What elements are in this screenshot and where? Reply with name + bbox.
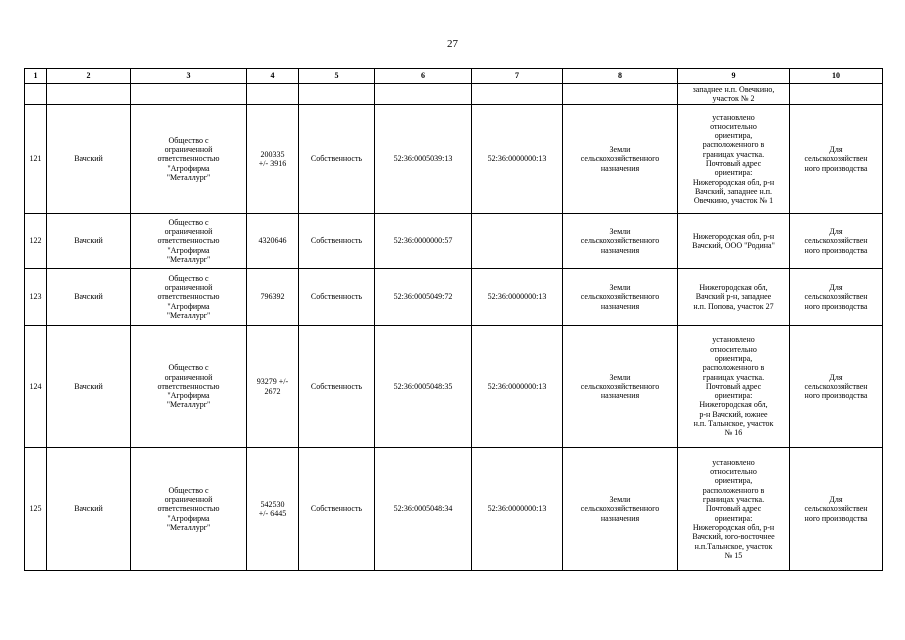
column-header: 8 <box>563 69 678 84</box>
address-line: установлено <box>712 457 755 467</box>
cadastral-number-cell: 52:36:0005048:34 <box>375 448 472 571</box>
address-line: границах участка. <box>702 149 765 159</box>
use-line: Для <box>829 283 843 293</box>
cadastral-number-cell: 52:36:0000000:57 <box>375 214 472 269</box>
owner-line: "Агрофирма <box>167 163 210 173</box>
category-line: Земли <box>609 283 631 293</box>
owner-line: "Агрофирма <box>167 391 210 401</box>
owner-line: ограниченной <box>164 227 213 237</box>
district-cell: Вачский <box>47 269 131 326</box>
header-row <box>25 69 883 84</box>
category-line: сельскохозяйственного <box>580 292 660 302</box>
address-line: относительно <box>710 344 757 354</box>
owner-cell <box>131 326 247 448</box>
use-line: ного производства <box>804 513 868 523</box>
category-line: сельскохозяйственного <box>580 236 660 246</box>
address-line: Нижегородская обл, <box>699 400 768 410</box>
district-cell: Вачский <box>47 105 131 214</box>
address-line: Нижегородская обл, р-н <box>692 522 775 532</box>
row-number: 122 <box>25 214 47 269</box>
category-line: Земли <box>609 145 631 155</box>
address-cell <box>678 269 790 326</box>
owner-line: Общество с <box>168 217 209 227</box>
category-line: назначения <box>600 163 640 173</box>
use-line: Для <box>829 495 843 505</box>
area-line: 2672 <box>264 386 281 396</box>
page-number: 27 <box>447 38 458 50</box>
address-line: н.п. Попова, участок 27 <box>693 301 774 311</box>
table-row <box>25 105 883 214</box>
area-cell <box>247 105 299 214</box>
table-row <box>25 269 883 326</box>
address-line: Вачский, юго-восточнее <box>692 532 775 542</box>
land-category-cell <box>563 326 678 448</box>
owner-line: ответственностью <box>157 292 220 302</box>
owner-line: ответственностью <box>157 381 220 391</box>
owner-cell <box>131 214 247 269</box>
address-line: границах участка. <box>702 372 765 382</box>
address-line: относительно <box>710 467 757 477</box>
column-header: 7 <box>472 69 563 84</box>
land-category-cell <box>563 105 678 214</box>
area-cell <box>247 214 299 269</box>
row-number: 125 <box>25 448 47 571</box>
area-line: 542530 <box>260 499 285 509</box>
category-line: назначения <box>600 245 640 255</box>
cadastral-number-cell: 52:36:0005049:72 <box>375 269 472 326</box>
continuation-address <box>678 84 790 105</box>
row-number: 124 <box>25 326 47 448</box>
address-line: относительно <box>710 121 757 131</box>
address-line: Вачский, ООО "Родина" <box>692 241 775 250</box>
column-header: 6 <box>375 69 472 84</box>
parent-cadastral-cell <box>472 214 563 269</box>
area-line: 4320646 <box>258 236 287 246</box>
owner-line: "Агрофирма <box>167 513 210 523</box>
category-line: назначения <box>600 513 640 523</box>
cadastral-number-cell: 52:36:0005039:13 <box>375 105 472 214</box>
owner-line: Общество с <box>168 273 209 283</box>
right-type-cell: Собственность <box>299 448 375 571</box>
owner-line: ответственностью <box>157 154 220 164</box>
address-line: ориентира: <box>714 168 753 178</box>
row-number: 123 <box>25 269 47 326</box>
address-line: н.п.Тальнское, участок <box>694 541 773 551</box>
category-line: Земли <box>609 495 631 505</box>
category-line: Земли <box>609 372 631 382</box>
category-line: сельскохозяйственного <box>580 381 660 391</box>
area-cell <box>247 269 299 326</box>
category-line: назначения <box>600 391 640 401</box>
area-cell <box>247 448 299 571</box>
owner-line: ответственностью <box>157 504 220 514</box>
owner-line: "Металлург" <box>166 254 211 264</box>
table-row <box>25 214 883 269</box>
owner-line: "Металлург" <box>166 310 211 320</box>
address-line: ориентира: <box>714 391 753 401</box>
use-line: ного производства <box>804 391 868 401</box>
district-cell: Вачский <box>47 326 131 448</box>
owner-line: Общество с <box>168 363 209 373</box>
cadastral-number-cell: 52:36:0005048:35 <box>375 326 472 448</box>
area-cell <box>247 326 299 448</box>
owner-cell <box>131 105 247 214</box>
address-line: ориентира, <box>714 131 753 141</box>
address-line: Нижегородская обл, р-н <box>692 231 775 241</box>
permitted-use-cell <box>790 326 883 448</box>
address-cell <box>678 326 790 448</box>
parent-cadastral-cell: 52:36:0000000:13 <box>472 105 563 214</box>
use-line: сельскохозяйствен <box>804 381 868 391</box>
use-line: Для <box>829 227 843 237</box>
address-line: Почтовый адрес <box>705 381 762 391</box>
continuation-row <box>25 84 883 105</box>
category-line: Земли <box>609 227 631 237</box>
address-line: установлено <box>712 335 755 345</box>
address-line: Нижегородская обл, <box>699 283 768 293</box>
land-category-cell <box>563 448 678 571</box>
owner-line: "Агрофирма <box>167 301 210 311</box>
owner-cell <box>131 448 247 571</box>
column-header: 5 <box>299 69 375 84</box>
parent-cadastral-cell: 52:36:0000000:13 <box>472 448 563 571</box>
district-cell: Вачский <box>47 448 131 571</box>
category-line: сельскохозяйственного <box>580 154 660 164</box>
address-line: № 16 <box>724 428 743 438</box>
address-line: расположенного в <box>702 485 765 495</box>
owner-line: ограниченной <box>164 283 213 293</box>
address-line: расположенного в <box>702 140 765 150</box>
owner-line: ограниченной <box>164 145 213 155</box>
address-cell <box>678 105 790 214</box>
owner-line: ограниченной <box>164 495 213 505</box>
table-row <box>25 326 883 448</box>
address-cell <box>678 214 790 269</box>
address-line: № 15 <box>724 550 743 560</box>
parent-cadastral-cell: 52:36:0000000:13 <box>472 326 563 448</box>
use-line: сельскохозяйствен <box>804 236 868 246</box>
address-line: ориентира: <box>714 513 753 523</box>
address-line: установлено <box>712 112 755 122</box>
column-header: 2 <box>47 69 131 84</box>
owner-line: ограниченной <box>164 372 213 382</box>
category-line: сельскохозяйственного <box>580 504 660 514</box>
table-row <box>25 448 883 571</box>
address-line: Почтовый адрес <box>705 504 762 514</box>
owner-line: ответственностью <box>157 236 220 246</box>
owner-line: "Металлург" <box>166 172 211 182</box>
area-line: 93279 +/- <box>256 377 289 387</box>
use-line: Для <box>829 145 843 155</box>
address-line: Нижегородская обл, р-н <box>692 177 775 187</box>
owner-line: Общество с <box>168 135 209 145</box>
address-cell <box>678 448 790 571</box>
right-type-cell: Собственность <box>299 326 375 448</box>
address-line: Овечкино, участок № 1 <box>693 196 774 206</box>
column-header: 9 <box>678 69 790 84</box>
address-line: расположенного в <box>702 363 765 373</box>
address-line: западнее н.п. Овечкино, <box>692 84 775 94</box>
right-type-cell: Собственность <box>299 214 375 269</box>
use-line: сельскохозяйствен <box>804 292 868 302</box>
use-line: ного производства <box>804 163 868 173</box>
address-line: границах участка. <box>702 495 765 505</box>
permitted-use-cell <box>790 448 883 571</box>
owner-cell <box>131 269 247 326</box>
row-number: 121 <box>25 105 47 214</box>
permitted-use-cell <box>790 214 883 269</box>
area-line: +/- 6445 <box>258 509 287 518</box>
permitted-use-cell <box>790 269 883 326</box>
column-header: 4 <box>247 69 299 84</box>
land-category-cell <box>563 269 678 326</box>
column-header: 1 <box>25 69 47 84</box>
address-line: Вачский р-н, западнее <box>695 292 772 302</box>
column-header: 3 <box>131 69 247 84</box>
area-line: 796392 <box>260 292 285 302</box>
use-line: Для <box>829 372 843 382</box>
address-line: н.п. Тальнское, участок <box>693 419 774 429</box>
land-category-cell <box>563 214 678 269</box>
parent-cadastral-cell: 52:36:0000000:13 <box>472 269 563 326</box>
owner-line: "Агрофирма <box>167 245 210 255</box>
address-line: ориентира, <box>714 353 753 363</box>
column-header: 10 <box>790 69 883 84</box>
owner-line: "Металлург" <box>166 400 211 410</box>
use-line: сельскохозяйствен <box>804 154 868 164</box>
address-line: р-н Вачский, южнее <box>699 409 768 419</box>
address-line: Почтовый адрес <box>705 159 762 168</box>
area-line: +/- 3916 <box>258 159 287 168</box>
right-type-cell: Собственность <box>299 105 375 214</box>
right-type-cell: Собственность <box>299 269 375 326</box>
address-line: ориентира, <box>714 476 753 486</box>
use-line: сельскохозяйствен <box>804 504 868 514</box>
owner-line: Общество с <box>168 485 209 495</box>
category-line: назначения <box>600 301 640 311</box>
land-registry-table <box>24 68 883 571</box>
use-line: ного производства <box>804 245 868 255</box>
area-line: 200335 <box>260 149 285 159</box>
address-line: Вачский, западнее н.п. <box>694 186 773 196</box>
use-line: ного производства <box>804 301 868 311</box>
owner-line: "Металлург" <box>166 522 211 532</box>
permitted-use-cell <box>790 105 883 214</box>
address-line: участок № 2 <box>712 94 755 103</box>
district-cell: Вачский <box>47 214 131 269</box>
